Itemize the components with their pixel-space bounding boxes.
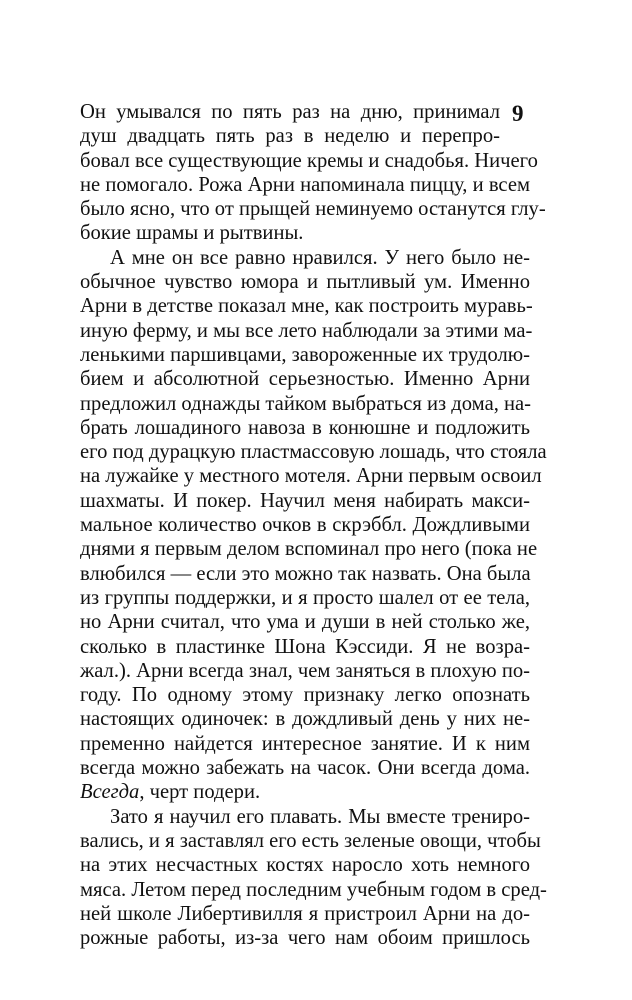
text-line: Зато я научил его плавать. Мы вместе трениро- [110, 805, 530, 828]
text-line: мяса. Летом перед последним учебным годом в сред- [80, 878, 547, 901]
text-line: душ двадцать пять раз в неделю и перепро- [80, 125, 500, 148]
text-line: мальное количество очков в скрэббл. Дождливыми [80, 514, 530, 537]
text-line: было ясно, что от прыщей неминуемо останутся глу- [80, 198, 546, 221]
text-line: бием и абсолютной серьезностью. Именно Арни [80, 368, 530, 391]
text-line: пременно найдется интересное занятие. И к ним [80, 732, 530, 755]
text-line: А мне он все равно нравился. У него было не- [110, 246, 530, 269]
text-line: Он умывался по пять раз на дню, принимал [80, 101, 500, 123]
text-line: но Арни считал, что ума и души в ней столько же, [80, 611, 530, 634]
text-line: всегда можно забежать на часок. Они всегда дома. [80, 757, 530, 780]
text-line: бокие шрамы и рытвины. [80, 222, 304, 245]
text-line: ней школе Либертивилля я пристроил Арни на до- [80, 902, 530, 925]
text-line: влюбился — если это можно так назвать. Она была [80, 562, 531, 585]
emphasized-word: Всегда [80, 781, 140, 804]
text-line: не помогало. Рожа Арни напоминала пиццу, и всем [80, 173, 530, 196]
text-line: на лужайке у местного мотеля. Арни первым освоил [80, 465, 542, 488]
text-line: рожные работы, из-за чего нам обоим пришлось [80, 927, 530, 950]
text-line: ленькими паршивцами, завороженные их трудолю- [80, 343, 530, 366]
body-text [80, 100, 547, 950]
text-fragment: , черт подери. [139, 781, 261, 804]
text-line: из группы поддержки, и я просто шалел от ее тела, [80, 586, 530, 609]
text-line: предложил однажды тайком выбраться из дома, на- [80, 392, 532, 415]
text-line: вались, и я заставлял его есть зеленые овощи, чтобы [80, 829, 541, 852]
text-line: году. По одному этому признаку легко опознать [80, 684, 530, 707]
text-line: шахматы. И покер. Научил меня набирать макси- [80, 489, 530, 512]
text-line: брать лошадиного навоза в конюшне и подложить [80, 416, 530, 439]
page-number: 9 [512, 101, 524, 126]
text-line [80, 780, 530, 804]
text-line: его под дурацкую пластмассовую лошадь, что стояла [80, 441, 547, 464]
text-line: обычное чувство юмора и пытливый ум. Именно [80, 271, 530, 294]
text-line: днями я первым делом вспоминал про него (пока не [80, 538, 538, 561]
text-line: Арни в детстве показал мне, как построить муравь- [80, 295, 533, 318]
text-line: сколько в пластинке Шона Кэссиди. Я не возра- [80, 635, 530, 658]
text-line: жал.). Арни всегда знал, чем заняться в плохую по- [80, 659, 530, 682]
text-line: на этих несчастных костях наросло хоть немного [80, 854, 530, 877]
text-line: настоящих одиночек: в дождливый день у них не- [80, 708, 530, 731]
text-line: иную ферму, и мы все лето наблюдали за этими ма- [80, 319, 533, 342]
text-line: бовал все существующие кремы и снадобья. Ничего [80, 149, 538, 172]
